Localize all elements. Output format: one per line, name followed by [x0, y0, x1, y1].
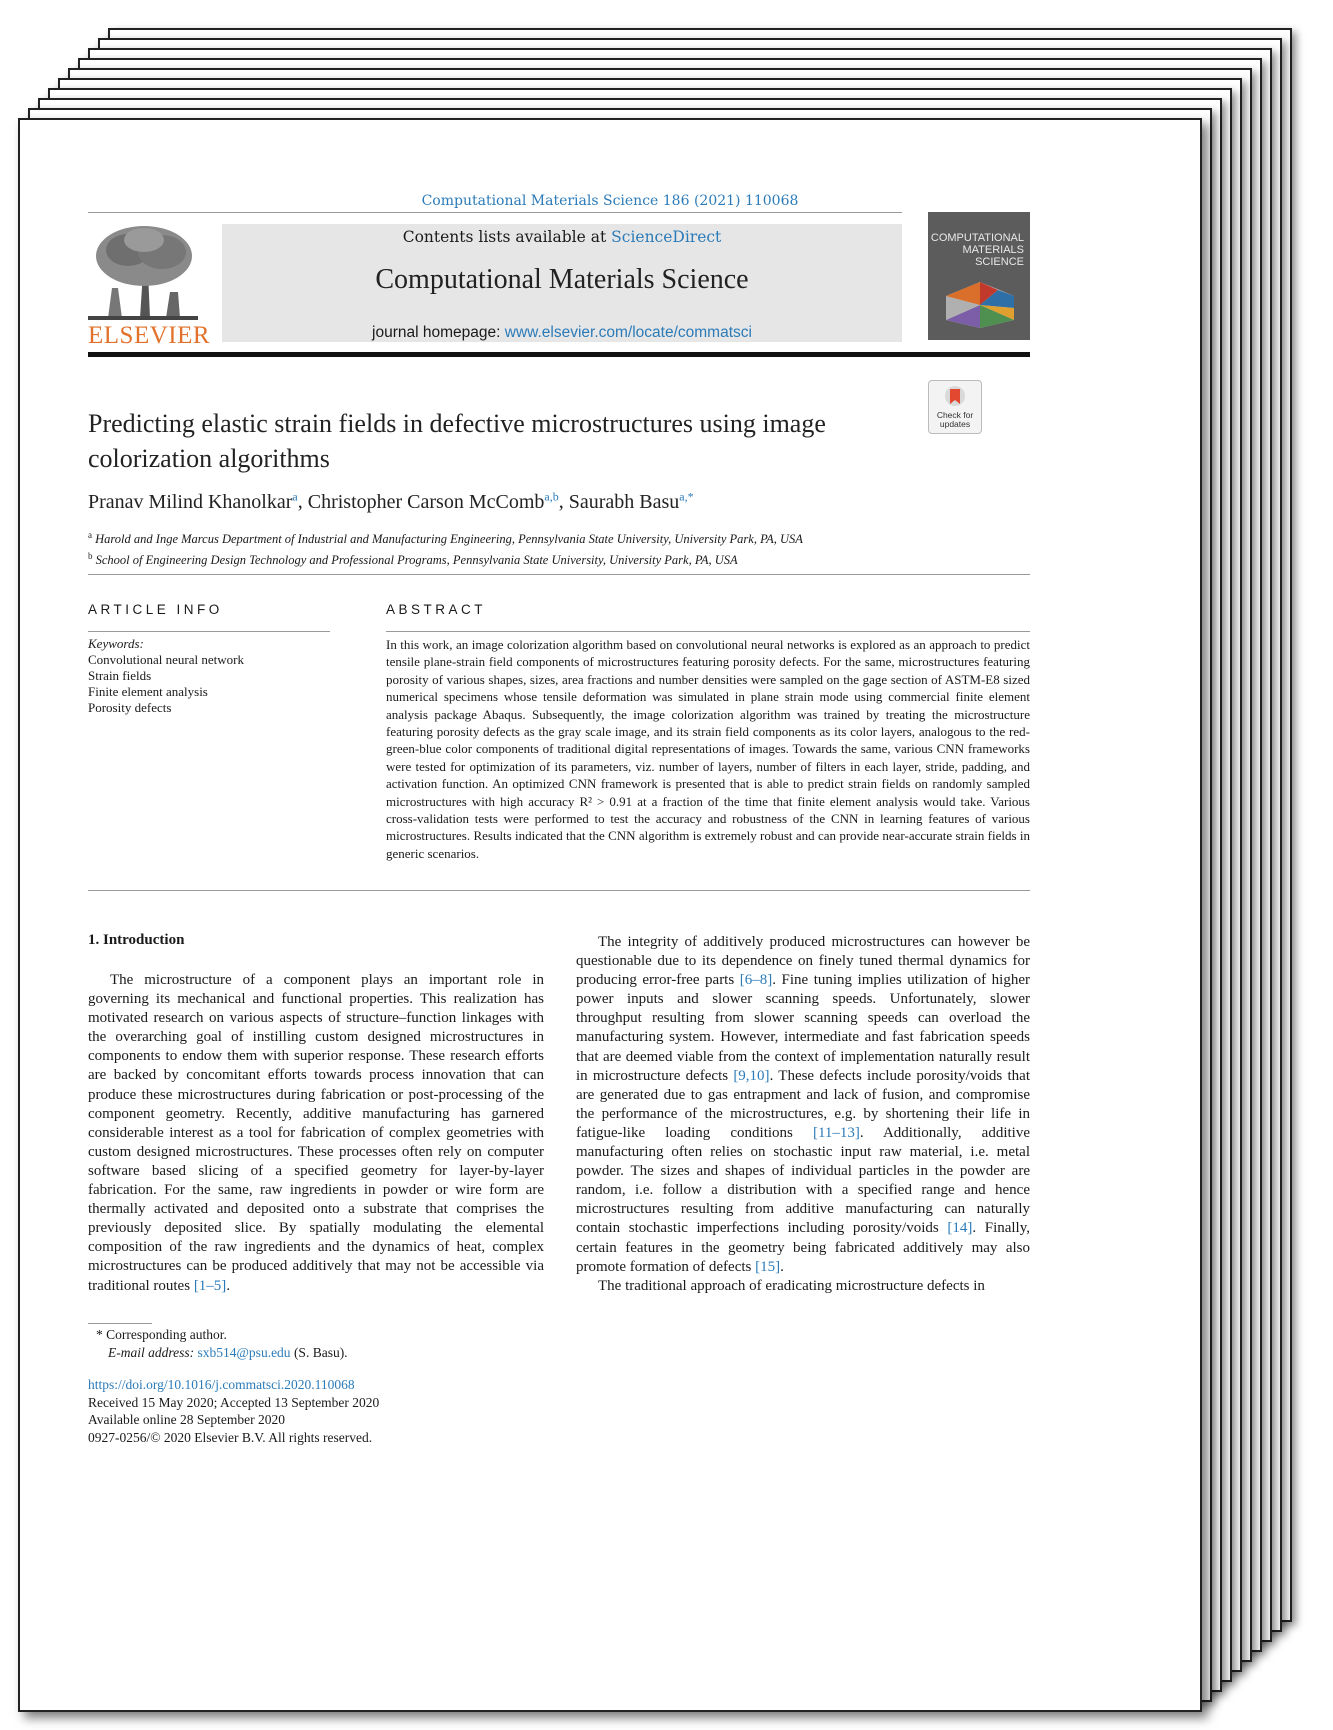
- keyword: Convolutional neural network: [88, 652, 244, 667]
- citation-link[interactable]: [1–5]: [193, 1277, 227, 1294]
- article-info-rule: [88, 631, 330, 632]
- keywords-label: Keywords:: [88, 636, 144, 651]
- check-updates-line: Check for: [936, 410, 974, 420]
- footnote-rule: [88, 1323, 152, 1324]
- email-link[interactable]: sxb514@psu.edu: [197, 1344, 291, 1360]
- intro-paragraph: The traditional approach of eradicating microstructure defects in: [598, 1277, 985, 1294]
- intro-text: The integrity of additively produced microstructures can however be questionable due to its dependence on finely tuned thermal dynamics for producing error-free parts: [576, 934, 1030, 989]
- contents-line: [222, 228, 902, 246]
- email-line: [96, 1344, 696, 1362]
- publication-details: [88, 1376, 688, 1446]
- cover-line: MATERIALS: [962, 244, 1024, 256]
- homepage-prefix: journal homepage:: [372, 324, 501, 341]
- affiliations: [88, 527, 1028, 569]
- bookmark-icon: [944, 385, 966, 409]
- journal-cover[interactable]: [928, 212, 1030, 340]
- journal-banner: [222, 224, 902, 342]
- paper-page: [18, 118, 1202, 1712]
- abstract-bottom-rule: [88, 890, 1030, 891]
- affiliation: $^a$ Harold and Inge Marcus Department of Industrial and Manufacturing Engineering, Pennsylvania State University, University Park, PA, USA: [88, 530, 803, 547]
- email-label: E-mail address:: [108, 1344, 195, 1360]
- keyword: Strain fields: [88, 668, 152, 683]
- received-dates: Received 15 May 2020; Accepted 13 September 2020: [88, 1394, 380, 1410]
- affiliation-rule: [88, 574, 1030, 575]
- doi-link[interactable]: https://doi.org/10.1016/j.commatsci.2020.110068: [88, 1377, 355, 1392]
- intro-right-column: [576, 933, 1030, 1296]
- citation-link[interactable]: [14]: [947, 1220, 973, 1237]
- abstract-rule: [386, 631, 1030, 632]
- keyword: Porosity defects: [88, 700, 172, 715]
- cover-title: [928, 232, 1024, 268]
- homepage-line: [222, 324, 902, 342]
- citation-link[interactable]: [6–8]: [739, 972, 773, 989]
- keyword: Finite element analysis: [88, 684, 208, 699]
- homepage-link[interactable]: www.elsevier.com/locate/commatsci: [504, 324, 752, 341]
- intro-text: . Fine tuning implies utilization of higher power inputs and slower scanning speeds. Unfortunately, slower throughput resulting from slower scanning speeds can overload the manufacturing system. However, intermediate and fast fabrication speeds that are deemed viable from the context of implementation naturally result in microstructure defects: [576, 972, 1030, 1084]
- abstract-text: In this work, an image colorization algorithm based on convolutional neural networks is explored as an approach to predict tensile plane-strain field components of microstructures featuring porosity defects. For the same, microstructures featuring porosity of various shapes, sizes, area fractions and number densities were sampled on the gage section of ASTM-E8 sized numerical specimens whose tensile deformation was simulated in plane strain mode using commercial finite element analysis package Abaqus. Subsequently, the image colorization algorithm was trained by treating the microstructure featuring porosity defects as the gray scale image, and its strain field components as its color layers, analogous to the red-green-blue color components of traditional digital representations of images. Towards the same, various CNN frameworks were tested for optimization of its parameters, viz. number of layers, number of filters in each layer, stride, padding, and activation function. An optimized CNN framework is presented that is able to predict strain fields on randomly sampled microstructures with high accuracy R² > 0.91 at a fraction of the time that finite element analysis would take. Various cross-validation tests were performed to test the accuracy and robustness of the CNN in learning features of various microstructures. Results indicated that the CNN algorithm is extremely robust and can provide near-accurate strain fields in generic scenarios.: [386, 637, 1030, 861]
- header-thick-rule: [88, 352, 1030, 357]
- keywords-block: [88, 636, 330, 716]
- elsevier-tree-icon: [88, 222, 198, 320]
- cover-hexagon-graphic: [942, 280, 1018, 330]
- header-rule: [88, 212, 902, 213]
- sciencedirect-link[interactable]: ScienceDirect: [611, 228, 722, 246]
- journal-reference[interactable]: Computational Materials Science 186 (2021) 110068: [421, 193, 799, 209]
- author[interactable]: Christopher Carson McComb$^{a,b}$: [307, 489, 559, 513]
- footnote-corresponding: [96, 1326, 696, 1361]
- citation-link[interactable]: [9,10]: [733, 1067, 770, 1084]
- intro-paragraph: The microstructure of a component plays an important role in governing its mechanical and functional properties. This realization has motivated research on various aspects of structure–function linkages with the overarching goal of instilling custom designed microstructures in components to endow them with superior response. These research efforts are backed by concomitant efforts towards process innovation that can produce these microstructures during fabrication or post-processing of the component geometry. Recently, additive manufacturing has garnered considerable interest as a tool for fabrication of complex geometries with custom designed microstructures. These processes often rely on computer software based slicing of a specified geometry for layer-by-layer fabrication. For the same, raw ingredients in powder or wire form are thermally activated and deposited onto a substrate that comprises the previously deposited slice. By spatially modulating the elemental composition of the raw ingredients and the dynamics of heat, complex microstructures can be produced additively that may not be accessible via traditional routes [1–5].: [88, 972, 544, 1294]
- intro-text: .: [780, 1258, 784, 1275]
- intro-text: . Additionally, additive manufacturing often relies on stochastic input raw material, i.e. metal powder. The sizes and shapes of individual particles in the powder are random, i.e. follow a distribution with a specified range and hence microstructures resulting from additive manufacturing can naturally contain stochastic imperfections including porosity/voids: [576, 1124, 1031, 1237]
- journal-title: Computational Materials Science: [375, 264, 749, 295]
- affiliation: $^b$ School of Engineering Design Technology and Professional Programs, Pennsylvania State University, University Park, PA, USA: [88, 551, 738, 568]
- author[interactable]: Saurabh Basu$^{a,*}$: [568, 489, 694, 513]
- article-info-heading: ARTICLE INFO: [88, 602, 223, 617]
- copyright: 0927-0256/© 2020 Elsevier B.V. All rights reserved.: [88, 1429, 373, 1445]
- email-suffix: (S. Basu).: [293, 1344, 348, 1360]
- article-title: Predicting elastic strain fields in defective microstructures using image colorization algorithms: [88, 409, 826, 473]
- cover-line: SCIENCE: [975, 256, 1024, 268]
- author-list: Pranav Milind Khanolkar$^a$, Christopher Carson McComb$^{a,b}$, Saurabh Basu$^{a,*}$: [88, 489, 694, 513]
- citation-link[interactable]: [11–13]: [812, 1124, 860, 1141]
- intro-left-column: [88, 971, 544, 1296]
- citation-link[interactable]: [15]: [755, 1258, 781, 1275]
- intro-text: . These defects include porosity/voids that are generated due to gas entrapment and lack of fusion, and compromise the performance of the microstructures, e.g. by shortening their life in fatigue-like loading conditions: [576, 1067, 1030, 1141]
- corresponding-author-note: * Corresponding author.: [96, 1327, 227, 1342]
- section-heading: 1. Introduction: [88, 932, 185, 948]
- abstract-heading: ABSTRACT: [386, 602, 487, 617]
- check-for-updates-badge[interactable]: [928, 380, 982, 434]
- intro-text: . Finally, certain features in the geometry being fabricated additively may also promote formation of defects: [576, 1220, 1031, 1275]
- available-date: Available online 28 September 2020: [88, 1412, 285, 1427]
- elsevier-logo[interactable]: [88, 222, 211, 349]
- publisher-name: ELSEVIER: [88, 322, 211, 349]
- intro-paragraph: [576, 933, 1030, 1277]
- author[interactable]: Pranav Milind Khanolkar$^a$: [88, 489, 298, 513]
- cover-line: COMPUTATIONAL: [930, 232, 1024, 244]
- check-updates-line: updates: [939, 419, 971, 429]
- contents-prefix: Contents lists available at: [402, 228, 607, 246]
